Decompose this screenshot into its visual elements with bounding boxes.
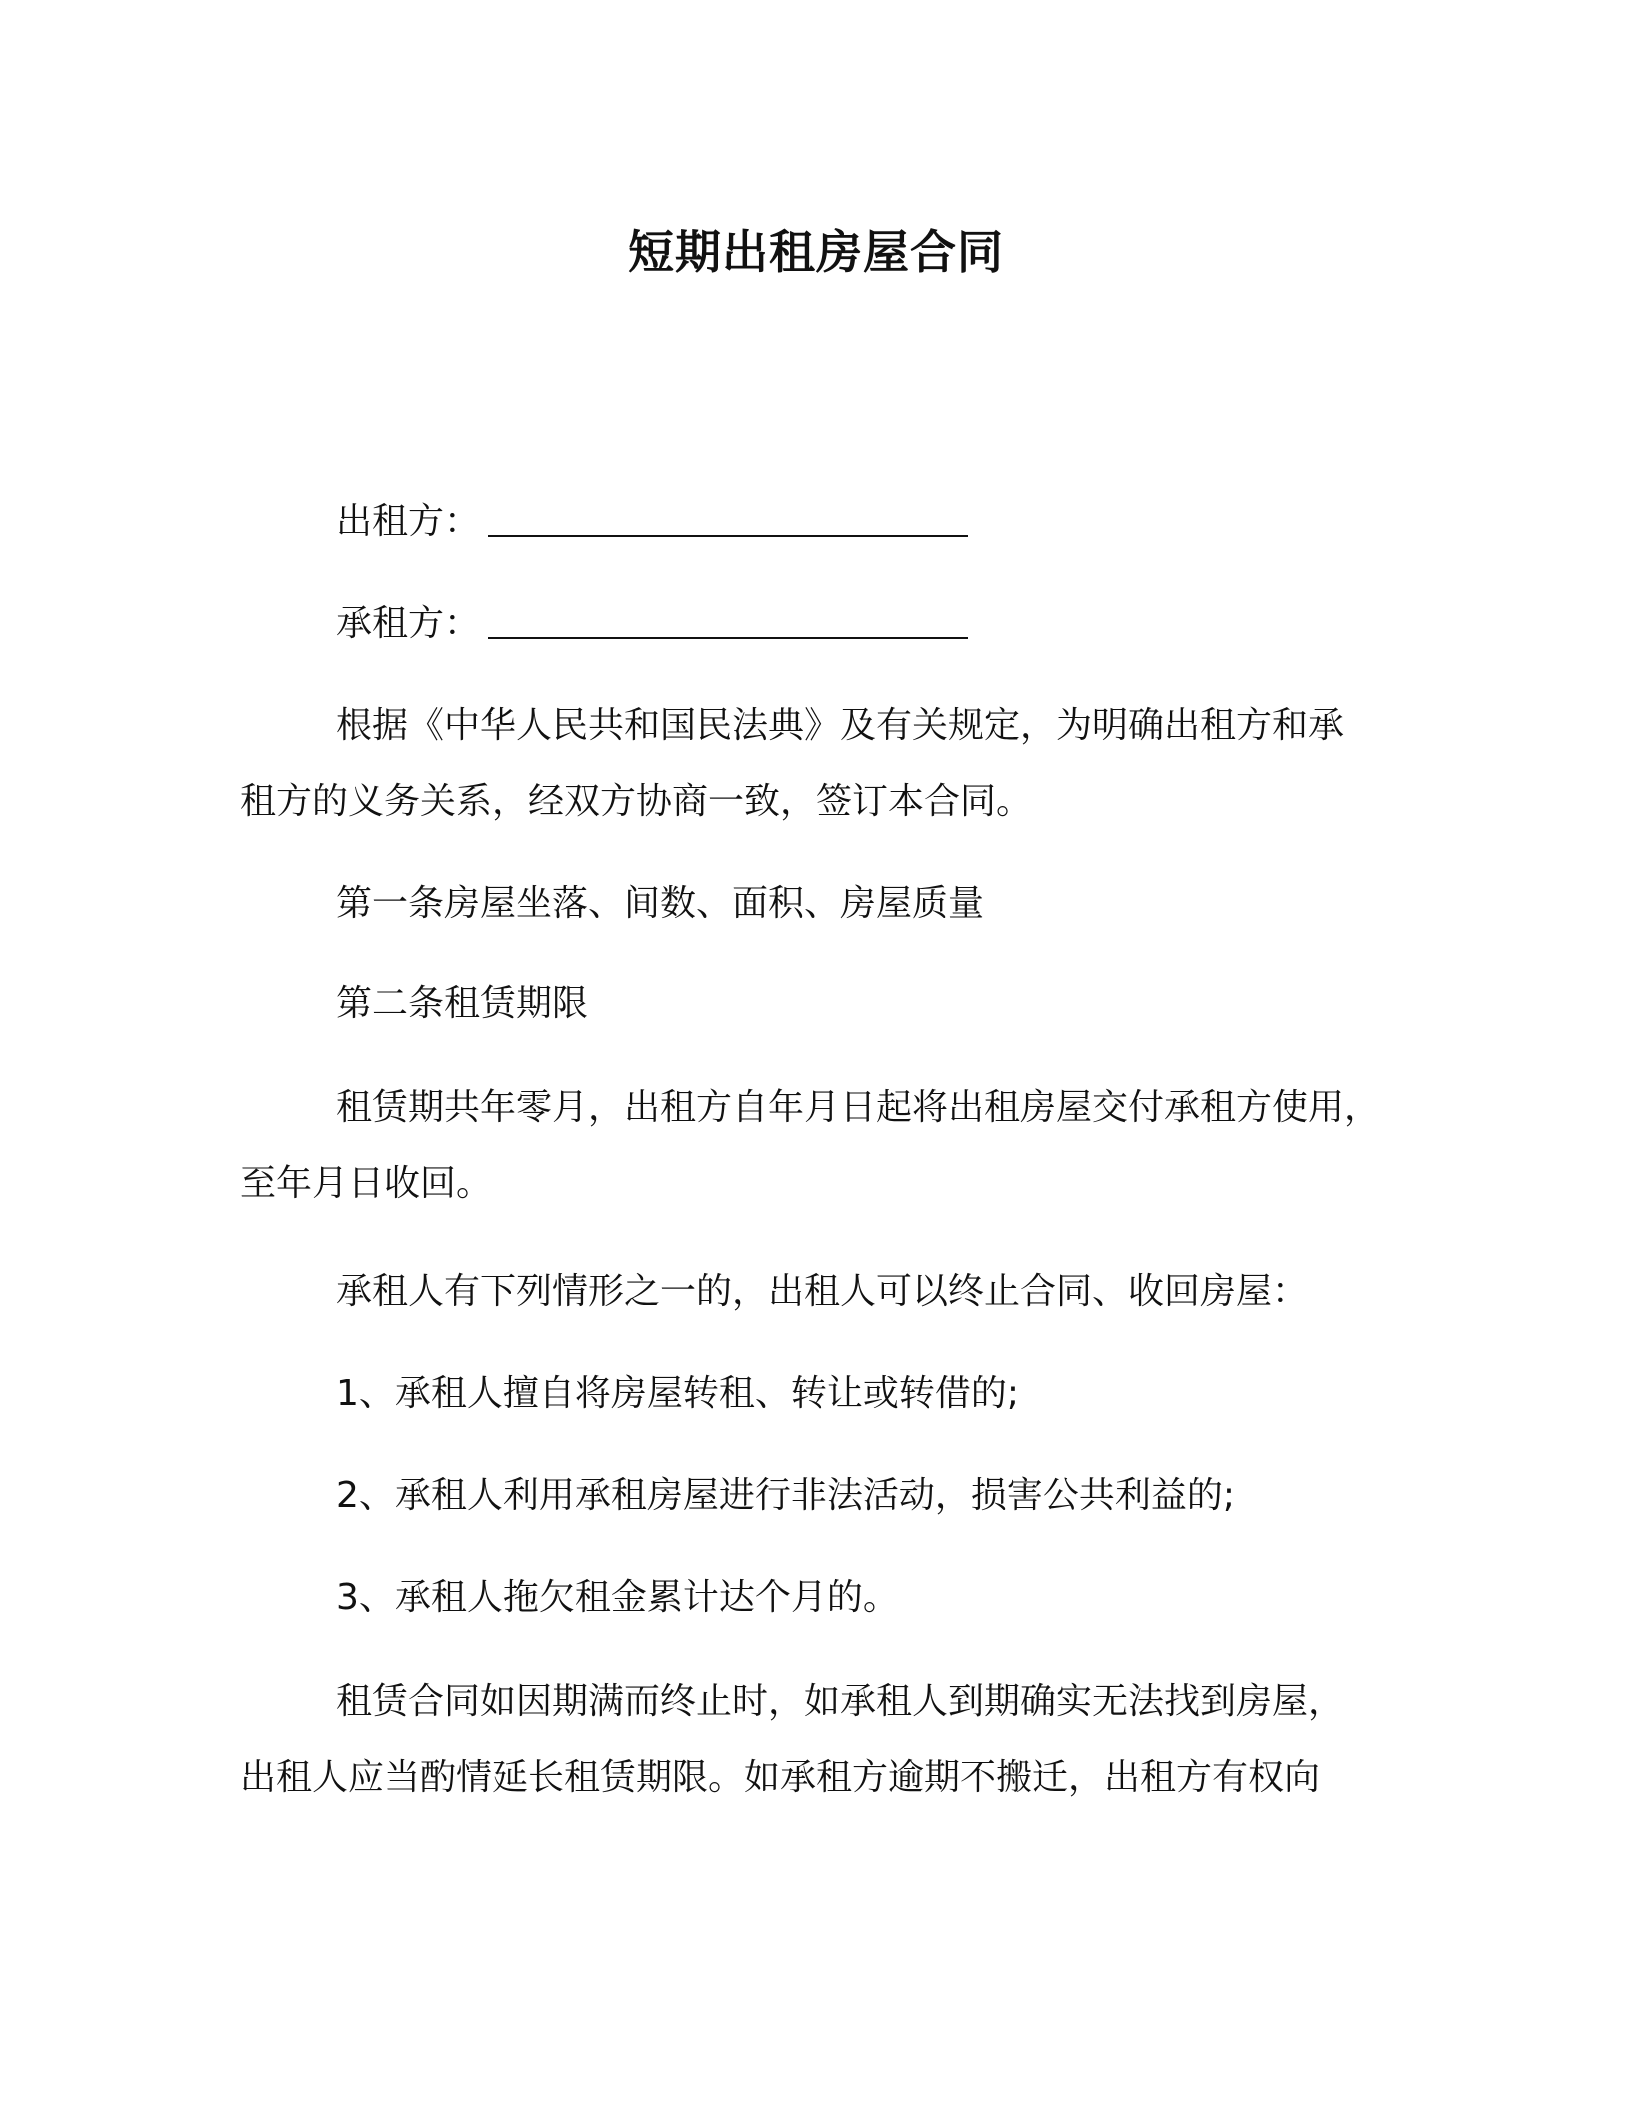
- lessee-blank: [488, 607, 968, 639]
- preamble-paragraph: [240, 688, 1400, 840]
- lessor-label: 出租方：: [336, 501, 481, 542]
- termination-intro-text: 承租人有下列情形之一的，出租人可以终止合同、收回房屋：: [336, 1271, 1309, 1312]
- preamble-line-1: 根据《中华人民共和国民法典》及有关规定，为明确出租方和承: [336, 705, 1345, 746]
- document-title: 短期出租房屋合同: [628, 225, 1004, 279]
- list-item: [240, 1356, 1400, 1432]
- article-1-text: 第一条房屋坐落、间数、面积、房屋质量: [336, 883, 985, 924]
- list-item: [240, 1458, 1400, 1534]
- extension-line-2: 出租人应当酌情延长租赁期限。如承租方逾期不搬迁，出租方有权向: [240, 1757, 1321, 1798]
- article-2: [240, 966, 1400, 1042]
- item-3-text: 3、承租人拖欠租金累计达个月的。: [336, 1577, 899, 1618]
- article-1: [240, 866, 1400, 942]
- preamble-line-2: 租方的义务关系，经双方协商一致，签订本合同。: [240, 781, 1033, 822]
- list-item: [240, 1560, 1400, 1636]
- term-line-1: 租赁期共年零月，出租方自年月日起将出租房屋交付承租方使用，: [336, 1087, 1381, 1128]
- extension-line-1: 租赁合同如因期满而终止时，如承租人到期确实无法找到房屋，: [336, 1681, 1345, 1722]
- item-1-text: 1、承租人擅自将房屋转租、转让或转借的;: [336, 1373, 1020, 1414]
- lessor-line: [240, 484, 1400, 560]
- extension-paragraph: [240, 1664, 1400, 1816]
- article-2-text: 第二条租赁期限: [336, 983, 589, 1024]
- lessee-label: 承租方：: [336, 603, 481, 644]
- lessee-line: [240, 586, 1400, 662]
- term-line-2: 至年月日收回。: [240, 1163, 493, 1204]
- item-2-text: 2、承租人利用承租房屋进行非法活动，损害公共利益的;: [336, 1475, 1236, 1516]
- lessor-blank: [488, 505, 968, 537]
- termination-intro: [240, 1254, 1400, 1330]
- term-paragraph: [240, 1070, 1400, 1222]
